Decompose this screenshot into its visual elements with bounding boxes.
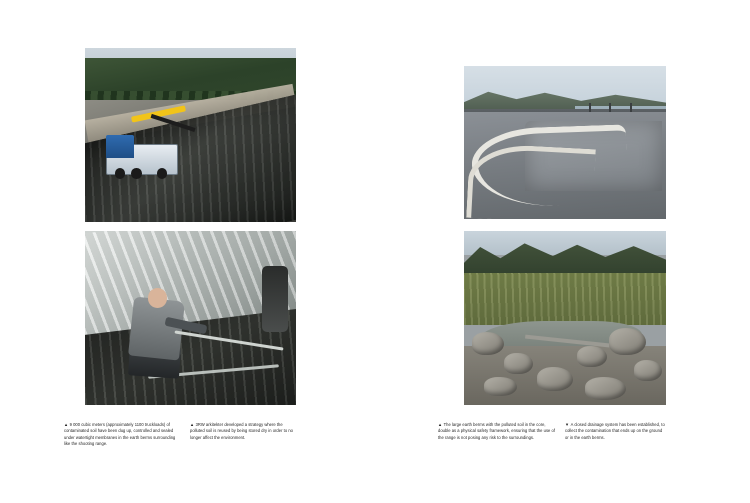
rock [484, 377, 516, 396]
caption-marker-down-icon: ▼ [565, 422, 570, 427]
caption-right-first [438, 422, 558, 441]
truck-on-membrane-photo [85, 48, 296, 222]
rock [537, 367, 573, 391]
caption-marker-up-icon: ▲ [190, 422, 195, 427]
caption-text: 9 000 cubic meters (approximately 1100 truckloads) of contaminated soil have been dug up, controlled and sealed under watertight membranes in the earth berms surrounding like the shooting range. [64, 422, 176, 447]
caption-marker-up-icon: ▲ [438, 422, 443, 427]
rock [504, 353, 532, 374]
truck-wheel [115, 168, 126, 178]
caption-marker-up-icon: ▲ [64, 422, 69, 427]
worker-head [148, 288, 167, 307]
rock [577, 346, 607, 367]
second-person [262, 266, 287, 332]
worker-welding-membrane-photo [85, 231, 296, 405]
truck-wheel [157, 168, 168, 178]
caption-right-second [565, 422, 667, 441]
caption-text: 3RW arkitekter developed a strategy where the polluted soil is reused by being stored dry in order to no longer affect the environment. [190, 422, 293, 440]
rock [634, 360, 662, 381]
vegetated-berm [464, 273, 666, 325]
earth-berm-rocks-photo [464, 231, 666, 405]
rock [609, 328, 645, 354]
truck-wheel [131, 168, 142, 178]
rock [472, 332, 504, 355]
caption-text: A closed drainage system has been established, to collect the contamination that ends up on the ground or in the earth berms. [565, 422, 665, 440]
caption-text: The large earth berms with the polluted soil in the core, double as a physical safety framework, ensuring that the use of the range is not posing any risk to the surroundings. [438, 422, 556, 440]
concrete-basin-photo [464, 66, 666, 219]
caption-left-second [190, 422, 296, 441]
rock [585, 377, 625, 400]
caption-left-first [64, 422, 182, 447]
truck-cab [106, 135, 133, 158]
